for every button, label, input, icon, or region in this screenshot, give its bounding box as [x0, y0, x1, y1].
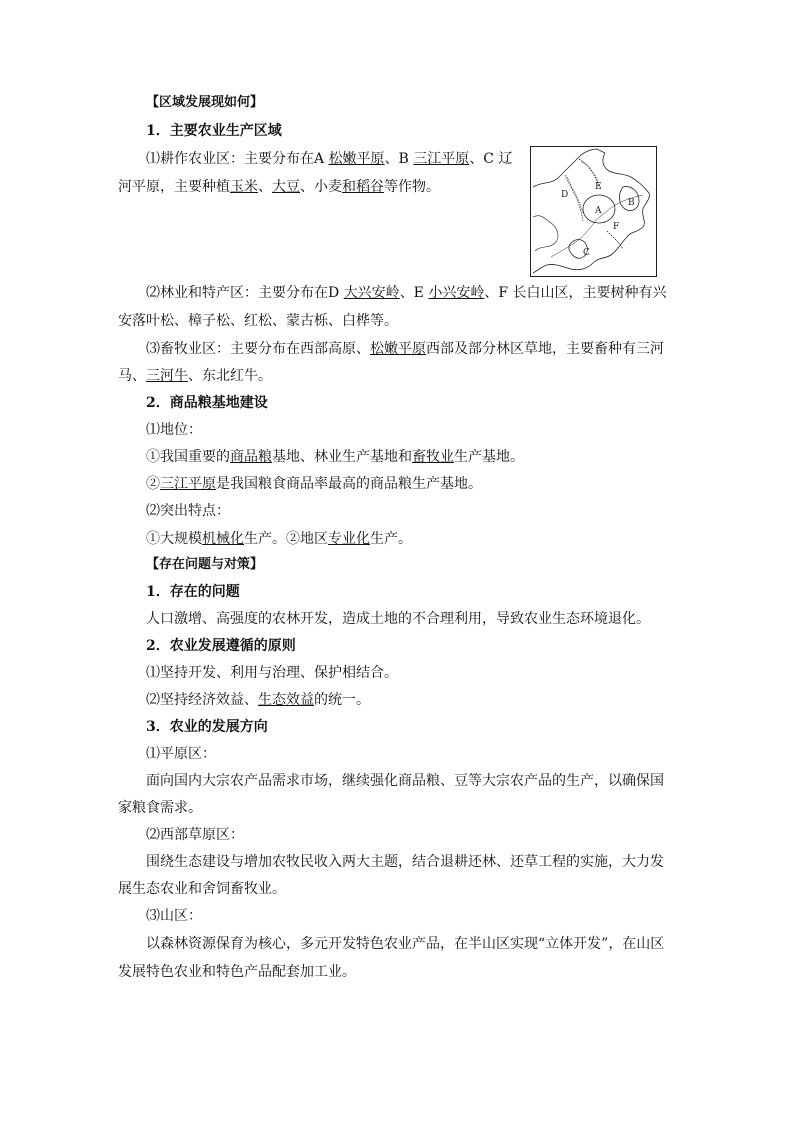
- underline-songnen-plain: 松嫩平原: [328, 151, 385, 167]
- subheading-principles: 2．农业发展遵循的原则: [146, 638, 296, 654]
- subheading-directions: 3．农业的发展方向: [146, 719, 268, 735]
- position-item-1: ①我国重要的商品粮基地、林业生产基地和畜牧业生产基地。: [146, 449, 524, 465]
- subheading-main-production-areas: 1．主要农业生产区域: [146, 123, 282, 139]
- map-label-e: E: [595, 182, 602, 192]
- mountain-area-line-2: 发展特色农业和特色产品配套加工业。: [118, 964, 356, 980]
- position-item-2: ②三江平原是我国粮食商品率最高的商品粮生产基地。: [146, 476, 482, 492]
- position-label: ⑴地位：: [146, 422, 202, 438]
- forestry-area-line-1: ⑵林业和特产区：主要分布在D 大兴安岭、E 小兴安岭、F 长白山区，主要树种有兴: [146, 285, 667, 301]
- map-label-f: F: [613, 222, 620, 232]
- grassland-area-label: ⑵西部草原区：: [146, 827, 244, 843]
- mountain-area-label: ⑶山区：: [146, 908, 202, 924]
- features-items: ①大规模机械化生产。②地区专业化生产。: [146, 531, 412, 547]
- plain-area-line-2: 家粮食需求。: [118, 800, 202, 816]
- section-heading-development: 【区域发展现如何】: [146, 95, 264, 110]
- map-label-c: C: [583, 248, 590, 258]
- features-label: ⑵突出特点：: [146, 503, 230, 519]
- plain-area-label: ⑴平原区：: [146, 746, 216, 762]
- map-label-b: B: [628, 198, 635, 208]
- grassland-area-line-1: 围绕生态建设与增加农牧民收入两大主题，结合退耕还林、还草工程的实施，大力发: [146, 854, 664, 870]
- map-drawing: [531, 147, 656, 276]
- forestry-area-line-2: 安落叶松、樟子松、红松、蒙古栎、白桦等。: [118, 313, 398, 329]
- farming-area-line-1: ⑴耕作农业区：主要分布在A 松嫩平原、B 三江平原、C 辽: [146, 151, 513, 167]
- plain-area-line-1: 面向国内大宗农产品需求市场，继续强化商品粮、豆等大宗农产品的生产，以确保国: [146, 773, 664, 789]
- principle-item-1: ⑴坚持开发、利用与治理、保护相结合。: [146, 665, 398, 681]
- problems-text: 人口激增、高强度的农林开发，造成土地的不合理利用，导致农业生态环境退化。: [146, 611, 650, 627]
- mountain-area-line-1: 以森林资源保育为核心，多元开发特色农业产品，在半山区实现“立体开发”，在山区: [146, 936, 665, 952]
- principle-item-2: ⑵坚持经济效益、生态效益的统一。: [146, 692, 370, 708]
- northeast-china-map: [530, 146, 657, 277]
- section-heading-problems: 【存在问题与对策】: [146, 557, 264, 572]
- map-label-d: D: [561, 190, 569, 200]
- pasture-area-line-2: 马、三河牛、东北红牛。: [118, 368, 272, 384]
- farming-area-line-2: 河平原，主要种植玉米、大豆、小麦和稻谷等作物。: [118, 179, 440, 195]
- pasture-area-line-1: ⑶畜牧业区：主要分布在西部高原、松嫩平原西部及部分林区草地，主要畜种有三河: [146, 341, 664, 357]
- map-label-a: A: [595, 206, 602, 216]
- grassland-area-line-2: 展生态农业和舍饲畜牧业。: [118, 881, 286, 897]
- subheading-existing-problems: 1．存在的问题: [146, 584, 240, 600]
- underline-sanjiang-plain: 三江平原: [413, 151, 470, 167]
- subheading-grain-base: 2．商品粮基地建设: [146, 395, 268, 411]
